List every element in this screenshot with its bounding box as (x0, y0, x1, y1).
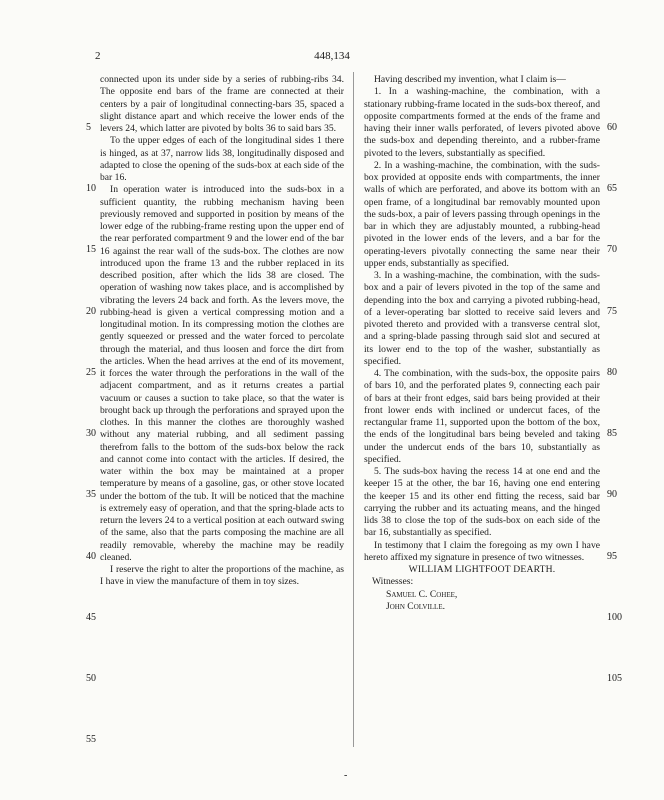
line-number: 95 (607, 551, 617, 562)
claims-intro: Having described my invention, what I claim is— (374, 74, 566, 85)
line-number: 65 (607, 183, 617, 194)
witnesses-label: Witnesses: (372, 576, 414, 588)
line-number: 55 (86, 734, 96, 745)
footer-mark: - (344, 770, 348, 781)
right-column (364, 74, 600, 613)
line-number: 40 (86, 551, 96, 562)
paragraph: In operation water is introduced into the suds-box in a sufficient quantity, the rubbing mechanism having been previously removed and supported in position by means of the lower edge of the rubbing-frame resting upon the upper end of the rear perforated compartment 9 and the lower end of the bar 16 against the rear wall of the suds-box. The clothes are now introduced upon the frame 13 and the rubber replaced in its described position, after which the lids 38 are closed. The operation of washing now takes place, and is accomplished by vibrating the levers 24 back and forth. As the levers move, the rubbing-head is given a vertical compressing motion and a longitudinal motion. In its compressing motion the clothes are gently squeezed or pressed and the water forced to percolate through the material, and thus loosen and force the dirt from the articles. When the head arrives at the end of its movement, it forces the water through the perforations in the wall of the adjacent compartment, and as it returns creates a partial vacuum or causes a suction to take place, so that the water is brought back up through the perforations and sprayed upon the clothes. In this manner the clothes are thoroughly washed without any material rubbing, and all sediment passing therefrom falls to the bottom of the suds-box below the rack and cannot come into contact with the articles. If desired, the water within the box may be maintained at a proper temperature by means of a gasoline, gas, or other stove located under the bottom of the tub. It will be noticed that the machine is extremely easy of operation, and that the spring-blade acts to return the levers 24 to a vertical position at each outward swing of the same, also that the parts composing the machine are all readily removable, whereby the machine may be readily cleaned. (100, 184, 344, 563)
line-number: 70 (607, 244, 617, 255)
claim-5: 5. The suds-box having the recess 14 at one end and the keeper 15 at the other, the bar 16, having one end entering the keeper 15 and its other end fitting the recess, said bar carrying the rubber and its actuating means, and the hinged lids 38 to close the top of the suds-box on each side of the bar 16, substantially as specified. (364, 466, 600, 539)
line-number: 80 (607, 367, 617, 378)
claim-1: 1. In a washing-machine, the combination, with a stationary rubbing-frame located in the suds-box thereof, and opposite compartments formed at the ends of the frame and having their inner walls perforated, of levers pivoted above the suds-box and depending thereinto, and a rubber-frame pivoted to the levers, substantially as specified. (364, 86, 600, 159)
line-number: 25 (86, 367, 96, 378)
testimony: In testimony that I claim the foregoing as my own I have hereto affixed my signature in presence of two witnesses. (364, 539, 600, 563)
line-number: 30 (86, 428, 96, 439)
page-number: 2 (95, 50, 101, 62)
line-number: 100 (607, 612, 622, 623)
paragraph: To the upper edges of each of the longitudinal sides 1 there is hinged, as at 37, narrow lids 38, longitudinally disposed and adapted to close the opening of the suds-box at each side of the bar 16. (100, 135, 344, 183)
line-number: 50 (86, 673, 96, 684)
paragraph: connected upon its under side by a series of rubbing-ribs 34. The opposite end bars of the frame are connected at their centers by a pair of longitudinal connecting-bars 35, spaced a slight distance apart and which receive the lower ends of the levers 24, which latter are pivoted by bolts 36 to said bars 35. (100, 74, 344, 134)
line-number: 35 (86, 489, 96, 500)
line-number: 5 (86, 122, 91, 133)
inventor-signature: WILLIAM LIGHTFOOT DEARTH. (408, 564, 556, 575)
patent-number: 448,134 (314, 50, 350, 62)
line-number: 15 (86, 244, 96, 255)
line-number: 75 (607, 306, 617, 317)
line-number: 45 (86, 612, 96, 623)
witness-name: Samuel C. Cohee, (386, 588, 458, 600)
left-column (100, 74, 344, 589)
line-number: 85 (607, 428, 617, 439)
line-number: 60 (607, 122, 617, 133)
line-number: 105 (607, 673, 622, 684)
line-number: 90 (607, 489, 617, 500)
line-number: 20 (86, 306, 96, 317)
claim-3: 3. In a washing-machine, the combination, with the suds-box and a pair of levers pivoted in the top of the same and depending into the box and carrying a pivoted rubbing-head, of a lever-operating bar slotted to receive said levers and pivoted thereto and provided with a transverse central slot, and a spring-blade passing through said slot and secured at its lower end to the top of the washer, substantially as specified. (364, 270, 600, 367)
witness-name: John Colville. (386, 600, 445, 612)
claim-4: 4. The combination, with the suds-box, the opposite pairs of bars 10, and the perforated plates 9, connecting each pair of bars at their front edges, said bars being provided at their front lower ends with inclined or undercut faces, of the rectangular frame 11, supported upon the bottom of the box, the ends of the longitudinal bars being beveled and taking under the undercut ends of the bars 10, substantially as specified. (364, 368, 600, 465)
claim-2: 2. In a washing-machine, the combination, with the suds-box provided at opposite ends with compartments, the inner walls of which are perforated, and above its bottom with an open frame, of a longitudinal bar removably mounted upon the suds-box, a pair of levers passing through openings in the bar in which they are adjustably mounted, a rubbing-head pivoted in the lower ends of the levers, and a bar for the operating-levers pivotally connecting the same near their upper ends, substantially as specified. (364, 159, 600, 269)
paragraph: I reserve the right to alter the proportions of the machine, as I have in view the manufacture of them in toy sizes. (100, 564, 344, 588)
column-divider (353, 72, 354, 747)
line-number: 10 (86, 183, 96, 194)
